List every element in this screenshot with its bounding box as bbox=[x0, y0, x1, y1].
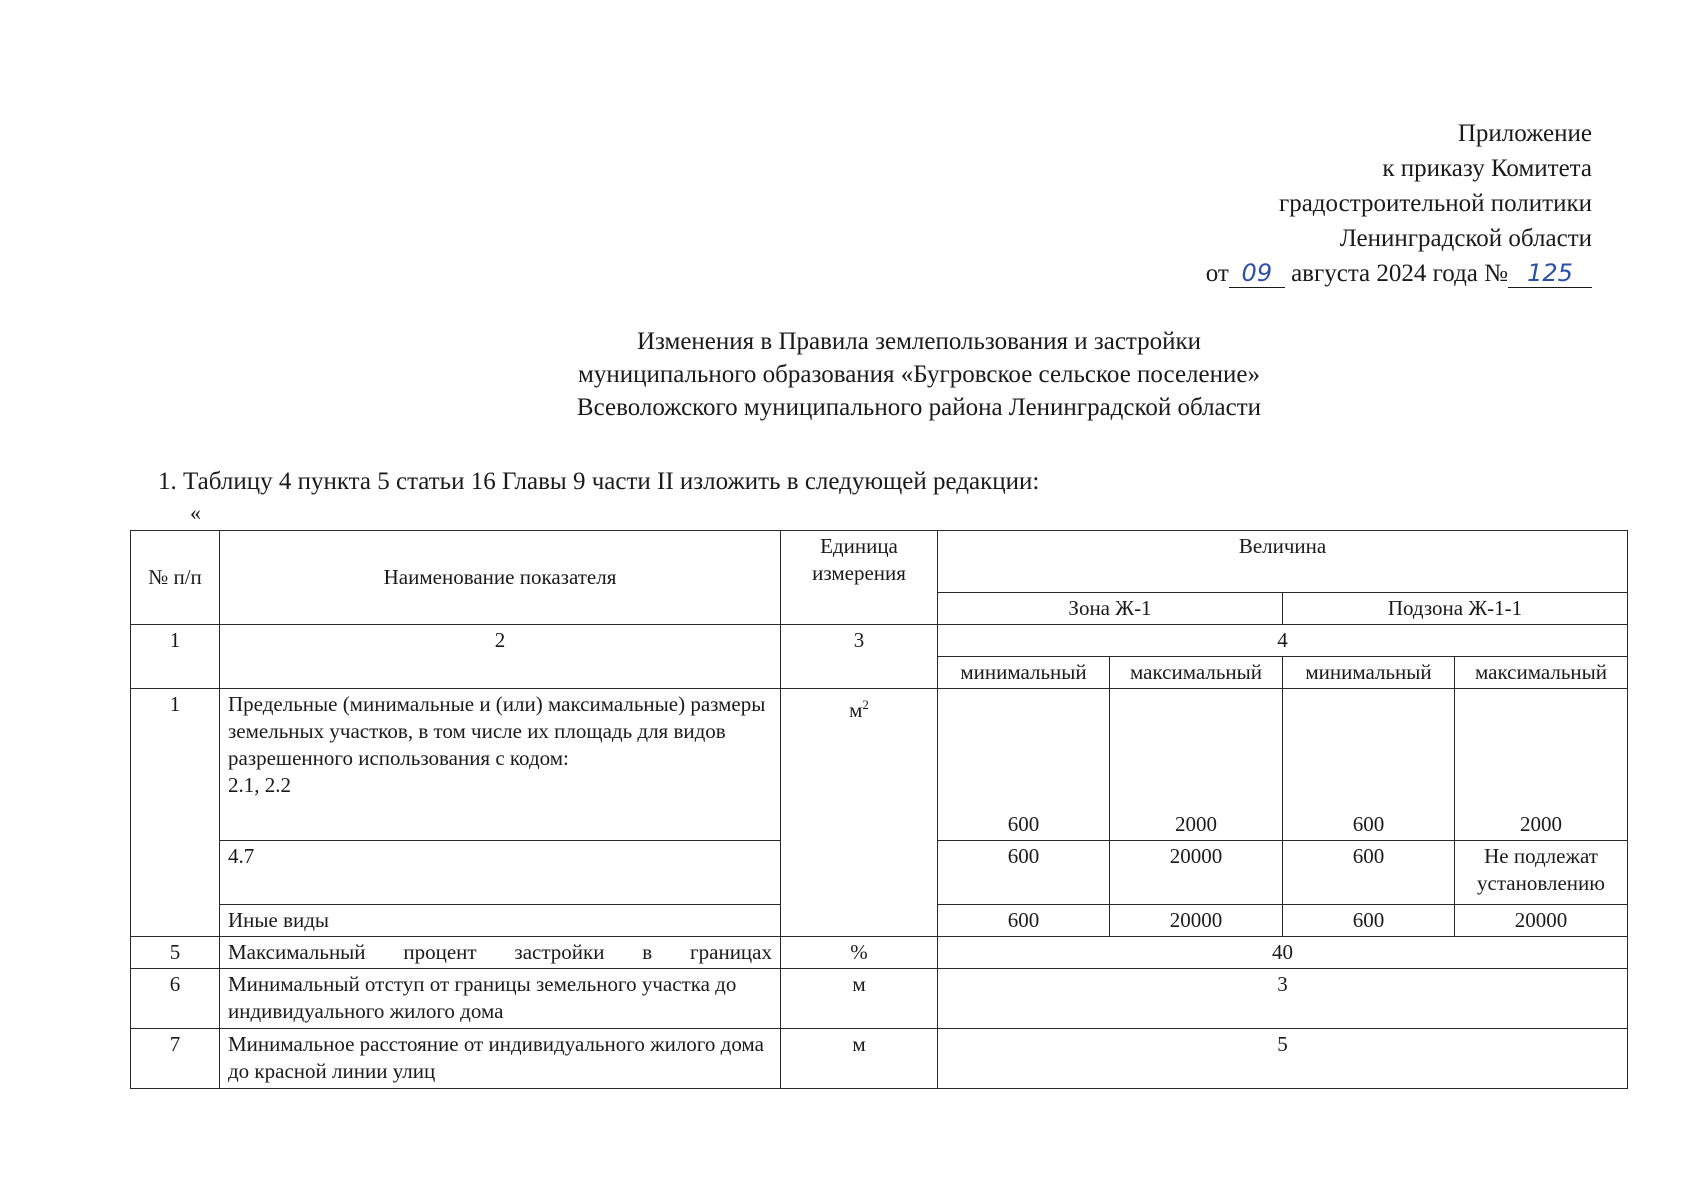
header-num: № п/п bbox=[131, 531, 220, 625]
handwritten-day: 09 bbox=[1229, 259, 1285, 288]
row1-unit bbox=[781, 689, 938, 937]
col-number-1: 1 bbox=[131, 625, 220, 689]
row1b-zone1-max: 20000 bbox=[1110, 841, 1283, 905]
row6-name: Минимальный отступ от границы земельного участка до индивидуального жилого дома bbox=[220, 969, 781, 1029]
handwritten-number: 125 bbox=[1508, 259, 1592, 288]
header-unit: Единица измерения bbox=[781, 531, 938, 625]
row1-code-a: 2.1, 2.2 bbox=[228, 773, 291, 797]
zone2-max-header: максимальный bbox=[1455, 657, 1628, 689]
appendix-line-1: Приложение bbox=[1457, 120, 1592, 147]
date-prefix: от bbox=[1205, 260, 1229, 287]
row1b-zone1-min: 600 bbox=[938, 841, 1110, 905]
header-zone-2: Подзона Ж-1-1 bbox=[1283, 593, 1628, 625]
row6-num: 6 bbox=[131, 969, 220, 1029]
row1c-zone2-min: 600 bbox=[1283, 905, 1455, 937]
row1c-zone2-max: 20000 bbox=[1455, 905, 1628, 937]
row1-code-c: Иные виды bbox=[220, 905, 781, 937]
row1a-zone2-max: 2000 bbox=[1455, 689, 1628, 841]
row1-num: 1 bbox=[131, 689, 220, 937]
unit-sup: 2 bbox=[862, 697, 869, 712]
row7-unit: м bbox=[781, 1029, 938, 1089]
row7-value: 5 bbox=[938, 1029, 1628, 1089]
zone1-max-header: максимальный bbox=[1110, 657, 1283, 689]
col-number-4: 4 bbox=[938, 625, 1628, 657]
title-line-2: муниципального образования «Бугровское сельское поселение» bbox=[578, 361, 1260, 388]
appendix-line-4: Ленинградской области bbox=[1339, 225, 1592, 252]
zone2-min-header: минимальный bbox=[1283, 657, 1455, 689]
row5-value: 40 bbox=[938, 937, 1628, 969]
row1-code-b: 4.7 bbox=[220, 841, 781, 905]
row1c-zone1-max: 20000 bbox=[1110, 905, 1283, 937]
norms-table bbox=[130, 530, 1628, 1089]
appendix-line-2: к приказу Комитета bbox=[1382, 155, 1592, 182]
item-1-text: 1. Таблицу 4 пункта 5 статьи 16 Главы 9 части II изложить в следующей редакции: bbox=[158, 468, 1040, 495]
row5-unit: % bbox=[781, 937, 938, 969]
row1b-zone2-max: Не подлежат установлению bbox=[1455, 841, 1628, 905]
zone1-min-header: минимальный bbox=[938, 657, 1110, 689]
col-number-3: 3 bbox=[781, 625, 938, 689]
row5-name: Максимальный процент застройки в границах bbox=[220, 937, 781, 969]
appendix-line-3: градостроительной политики bbox=[1278, 190, 1592, 217]
header-name: Наименование показателя bbox=[220, 531, 781, 625]
appendix-date-line bbox=[1206, 256, 1592, 291]
title-line-1: Изменения в Правила землепользования и застройки bbox=[636, 328, 1202, 355]
unit-m: м bbox=[849, 698, 863, 722]
date-middle: августа 2024 года № bbox=[1291, 260, 1508, 287]
row1a-zone2-min: 600 bbox=[1283, 689, 1455, 841]
row1-name-text: Предельные (минимальные и (или) максимальные) размеры земельных участков, в том числе их площадь для видов разрешенного использования с кодом: bbox=[228, 692, 766, 770]
row6-unit: м bbox=[781, 969, 938, 1029]
opening-quote: « bbox=[190, 500, 201, 525]
row6-value: 3 bbox=[938, 969, 1628, 1029]
row1b-zone2-min: 600 bbox=[1283, 841, 1455, 905]
row1a-zone1-min: 600 bbox=[938, 689, 1110, 841]
appendix-block bbox=[1206, 116, 1592, 291]
row1c-zone1-min: 600 bbox=[938, 905, 1110, 937]
title-line-3: Всеволожского муниципального района Ленинградской области bbox=[576, 394, 1262, 421]
row5-num: 5 bbox=[131, 937, 220, 969]
header-value: Величина bbox=[938, 531, 1628, 593]
col-number-2: 2 bbox=[220, 625, 781, 689]
row1a-zone1-max: 2000 bbox=[1110, 689, 1283, 841]
header-zone-1: Зона Ж-1 bbox=[938, 593, 1283, 625]
row1-name bbox=[220, 689, 781, 841]
row7-num: 7 bbox=[131, 1029, 220, 1089]
document-title bbox=[0, 325, 1698, 424]
row7-name: Минимальное расстояние от индивидуального жилого дома до красной линии улиц bbox=[220, 1029, 781, 1089]
